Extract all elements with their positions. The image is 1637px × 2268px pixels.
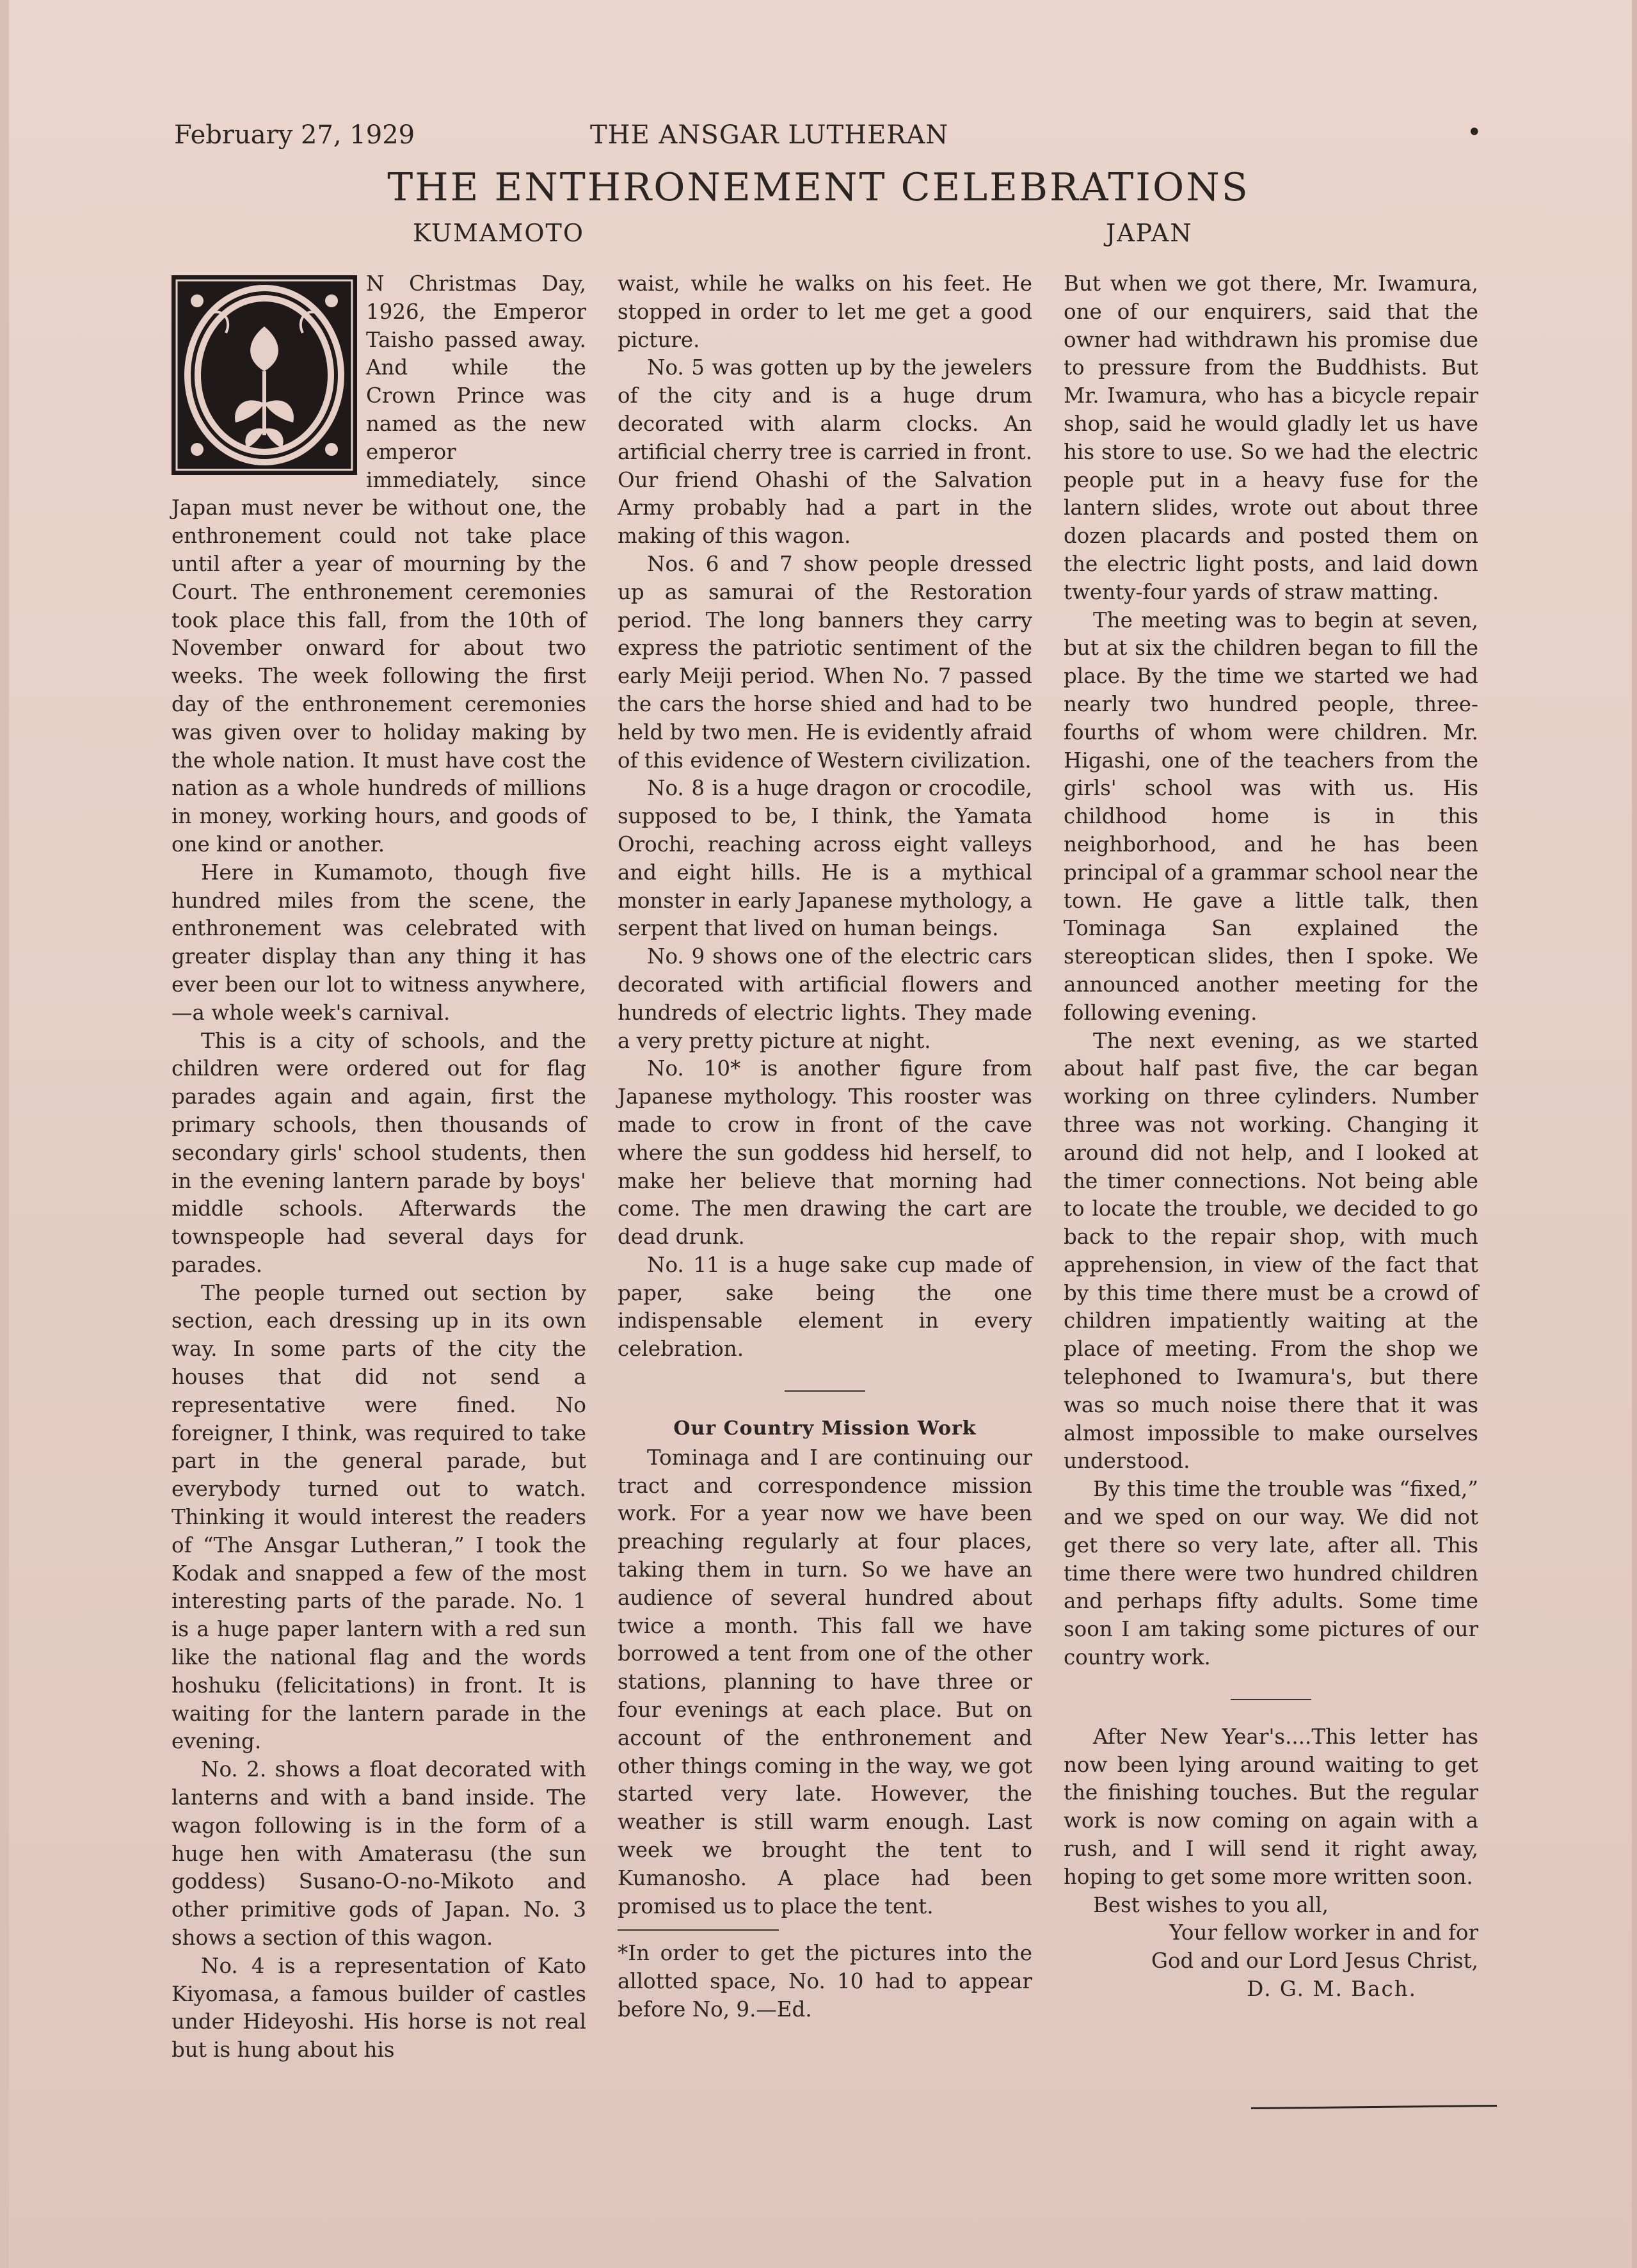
header-mark: • xyxy=(1467,118,1482,147)
closing-line: Your fellow worker in and for xyxy=(1169,1920,1478,1945)
floral-ornament-icon xyxy=(172,275,357,475)
paragraph: By this time the trouble was “fixed,” and we sped on our way. We did not get there so very late, after all. This time there were two hundred children and perhaps fifty adults. Some time soon I am taking some pictures of our country work. xyxy=(1064,1477,1478,1670)
column-2 xyxy=(618,270,1032,2024)
dateline-country: JAPAN xyxy=(1106,219,1193,247)
page-edge-right xyxy=(1632,0,1637,2268)
ornamental-dropcap-letter-o xyxy=(172,275,357,475)
paragraph: No. 8 is a huge dragon or crocodile, supposed to be, I think, the Yamata Orochi, reaching across eight valleys and eight hills. He is a mythical monster in early Japanese mythology, a serpent that lived on human beings. xyxy=(618,776,1032,941)
closing-block xyxy=(1064,1919,1478,2003)
paragraph: This is a city of schools, and the children were ordered out for flag parades again and again, first the primary schools, then thousands of secondary girls' school students, then in the evening lantern parade by boys' middle schools. Afterwards the townspeople had several days for parades. xyxy=(172,1028,586,1277)
section-divider xyxy=(785,1390,865,1392)
footnote-divider xyxy=(618,1929,779,1931)
section-divider xyxy=(1231,1699,1311,1700)
publication-name: THE ANSGAR LUTHERAN xyxy=(590,120,949,150)
paragraph: waist, while he walks on his feet. He stopped in order to let me get a good picture. xyxy=(618,271,1032,352)
signature: D. G. M. Bach. xyxy=(1247,1977,1417,2002)
paragraph: Here in Kumamoto, though five hundred miles from the scene, the enthronement was celebrated with greater display than any thing it has ever been our lot to witness anywhere,—a whole week's carnival. xyxy=(172,860,586,1025)
section-heading: Our Country Mission Work xyxy=(673,1417,977,1440)
paragraph: The next evening, as we started about half past five, the car began working on three cylinders. Number three was not working. Changing it around did not help, and I looked at the timer connections. Not being able to locate the trouble, we decided to go back to the repair shop, with much apprehension, in view of the fact that by this time there must be a crowd of children impatiently waiting at the place of meeting. From the shop we telephoned to Iwamura's, but there was so much noise there that it was almost impossible to make ourselves understood. xyxy=(1064,1028,1478,1474)
column-1 xyxy=(172,270,586,2064)
footnote xyxy=(618,1940,1032,2023)
signature-underline xyxy=(1251,2105,1497,2109)
page-header xyxy=(174,118,1482,159)
footnote-text: *In order to get the pictures into the allotted space, No. 10 had to appear before No, 9.—Ed. xyxy=(618,1941,1032,2022)
article-title: THE ENTHRONEMENT CELEBRATIONS xyxy=(387,165,1250,210)
closing-line: God and our Lord Jesus Christ, xyxy=(1151,1949,1478,1974)
issue-date: February 27, 1929 xyxy=(174,120,415,150)
column-3 xyxy=(1064,270,1478,2004)
paragraph: The people turned out section by section, each dressing up in its own way. In some parts of the city the houses that did not send a representative were fined. No foreigner, I think, was required to take part in the general parade, but everybody turned out to watch. Thinking it would interest the readers of “The Ansgar Lutheran,” I took the Kodak and snapped a few of the most interesting parts of the parade. No. 1 is a huge paper lantern with a red sun like the national flag and the words hoshuku (felicitations) in front. It is waiting for the lantern parade in the evening. xyxy=(172,1280,586,1754)
paragraph: No. 4 is a representation of Kato Kiyomasa, a famous builder of castles under Hideyoshi. His horse is not real but is hung about his xyxy=(172,1953,586,2063)
paragraph: The meeting was to begin at seven, but at six the children began to fill the place. By the time we started we had nearly two hundred people, three-fourths of whom were children. Mr. Higashi, one of the teachers from the girls' school was with us. His childhood home is in this neighborhood, and he has been principal of a grammar school near the town. He gave a little talk, then Tominaga San explained the stereoptican slides, then I spoke. We announced another meeting for the following evening. xyxy=(1064,607,1478,1025)
page-edge-left xyxy=(0,0,9,2268)
closing-line: Best wishes to you all, xyxy=(1093,1892,1329,1917)
paragraph: No. 5 was gotten up by the jewelers of the city and is a huge drum decorated with alarm clocks. An artificial cherry tree is carried in front. Our friend Ohashi of the Salvation Army probably had a part in the making of this wagon. xyxy=(618,355,1032,549)
paragraph: Tominaga and I are continuing our tract and correspondence mission work. For a year now we have been preaching regularly at four places, taking them in turn. So we have an audience of several hundred about twice a month. This fall we have borrowed a tent from one of the other stations, planning to have three or four evenings at each place. But on account of the enthronement and other things coming in the way, we got started very late. However, the weather is still warm enough. Last week we brought the tent to Kumanosho. A place had been promised us to place the tent. xyxy=(618,1445,1032,1918)
paragraph: No. 9 shows one of the electric cars decorated with artificial flowers and hundreds of electric lights. They made a very pretty picture at night. xyxy=(618,944,1032,1053)
paragraph: But when we got there, Mr. Iwamura, one of our enquirers, said that the owner had withdrawn his promise due to pressure from the Buddhists. But Mr. Iwamura, who has a bicycle repair shop, said he would gladly let us have his store to use. So we had the electric people put in a heavy fuse for the lantern slides, wrote out about three dozen placards and posted them on the electric light posts, and laid down twenty-four yards of straw matting. xyxy=(1064,271,1478,604)
paragraph: N Christmas Day, 1926, the Emperor Taisho passed away. And while the Crown Prince was named as the new emperor immediately, since Japan must never be without one, the enthronement could not take place until after a year of mourning by the Court. The enthronement ceremonies took place this fall, from the 10th of November onward for about two weeks. The week following the first day of the enthronement ceremonies was given over to holiday making by the whole nation. It must have cost the nation as a whole hundreds of millions in money, working hours, and goods of one kind or another. xyxy=(172,271,586,857)
dateline-city: KUMAMOTO xyxy=(413,219,584,247)
paragraph: No. 11 is a huge sake cup made of paper, sake being the one indispensable element in every celebration. xyxy=(618,1252,1032,1362)
paragraph: No. 10* is another figure from Japanese mythology. This rooster was made to crow in front of the cave where the sun goddess hid herself, to make her believe that morning had come. The men drawing the cart are dead drunk. xyxy=(618,1056,1032,1250)
paragraph: After New Year's....This letter has now been lying around waiting to get the finishing touches. But the regular work is now coming on again with a rush, and I will send it right away, hoping to get some more written soon. xyxy=(1064,1724,1478,1889)
paragraph: Nos. 6 and 7 show people dressed up as samurai of the Restoration period. The long banners they carry express the patriotic sentiment of the early Meiji period. When No. 7 passed the cars the horse shied and had to be held by two men. He is evidently afraid of this evidence of Western civilization. xyxy=(618,551,1032,773)
paragraph: No. 2. shows a float decorated with lanterns and with a band inside. The wagon following is in the form of a huge hen with Amaterasu (the sun goddess) Susano-O-no-Mikoto and other primitive gods of Japan. No. 3 shows a section of this wagon. xyxy=(172,1757,586,1950)
